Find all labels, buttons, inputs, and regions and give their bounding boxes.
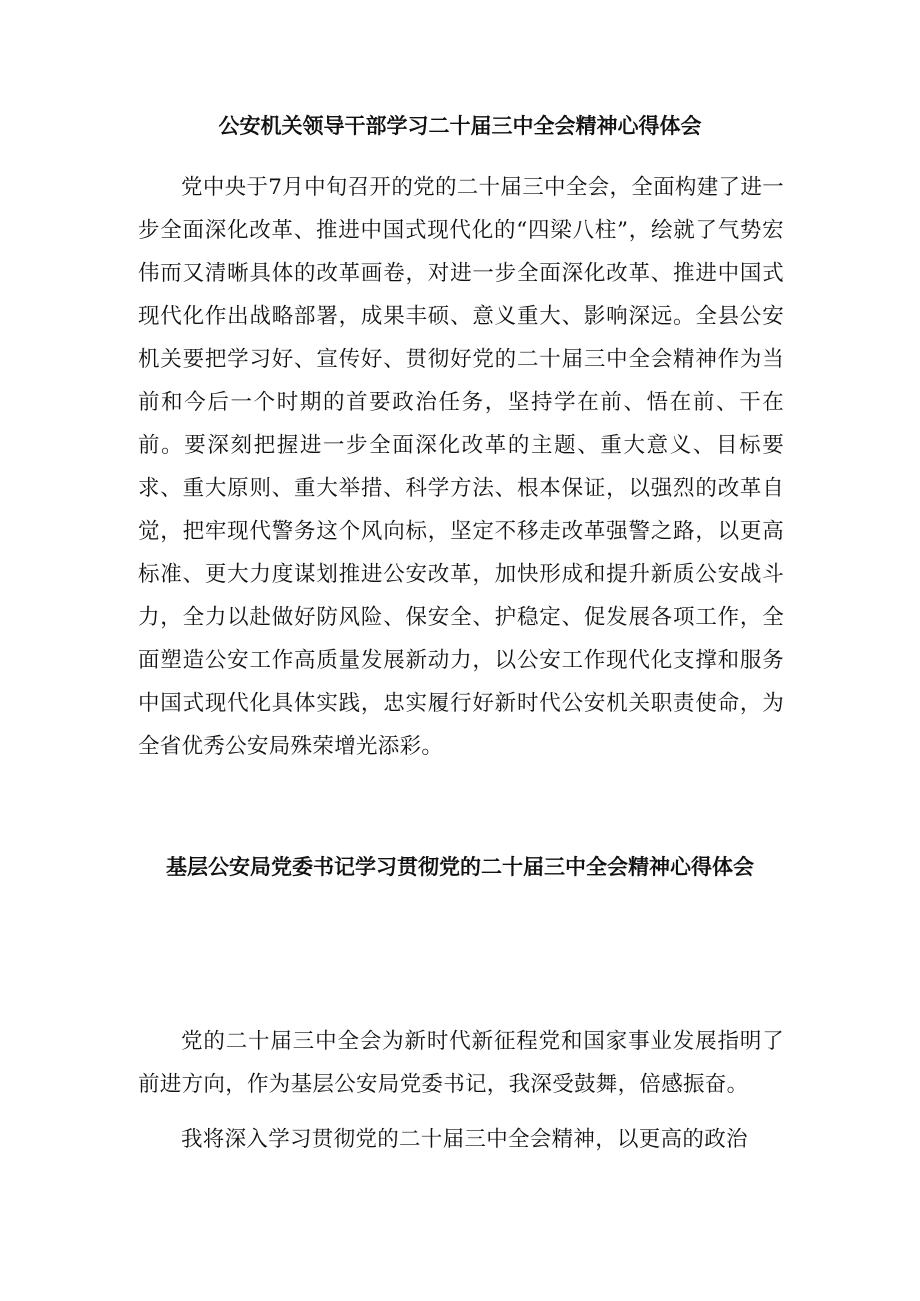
article-1-title: 公安机关领导干部学习二十届三中全会精神心得体会	[218, 114, 702, 138]
article-2-title: 基层公安局党委书记学习贯彻党的二十届三中全会精神心得体会	[166, 855, 754, 879]
article-2-paragraph-2: 我将深入学习贯彻党的二十届三中全会精神，以更高的政治	[181, 1127, 748, 1152]
article-2-paragraph-1: 党的二十届三中全会为新时代新征程党和国家事业发展指明了前进方向，作为基层公安局党委书记，我深受鼓舞，倍感振奋。	[138, 1029, 784, 1097]
article-1-paragraph-1: 党中央于7月中旬召开的党的二十届三中全会，全面构建了进一步全面深化改革、推进中国式现代化的“四梁八柱”，绘就了气势宏伟而又清晰具体的改革画卷，对进一步全面深化改革、推进中国式现代化作出战略部署，成果丰硕、意义重大、影响深远。全县公安机关要把学习好、宣传好、贯彻好党的二十届三中全会精神作为当前和今后一个时期的首要政治任务，坚持学在前、悟在前、干在前。要深刻把握进一步全面深化改革的主题、重大意义、目标要求、重大原则、重大举措、科学方法、根本保证，以强烈的改革自觉，把牢现代警务这个风向标，坚定不移走改革强警之路，以更高标准、更大力度谋划推进公安改革，加快形成和提升新质公安战斗力，全力以赴做好防风险、保安全、护稳定、促发展各项工作，全面塑造公安工作高质量发展新动力，以公安工作现代化支撑和服务中国式现代化具体实践，忠实履行好新时代公安机关职责使命，为全省优秀公安局殊荣增光添彩。	[138, 175, 784, 759]
